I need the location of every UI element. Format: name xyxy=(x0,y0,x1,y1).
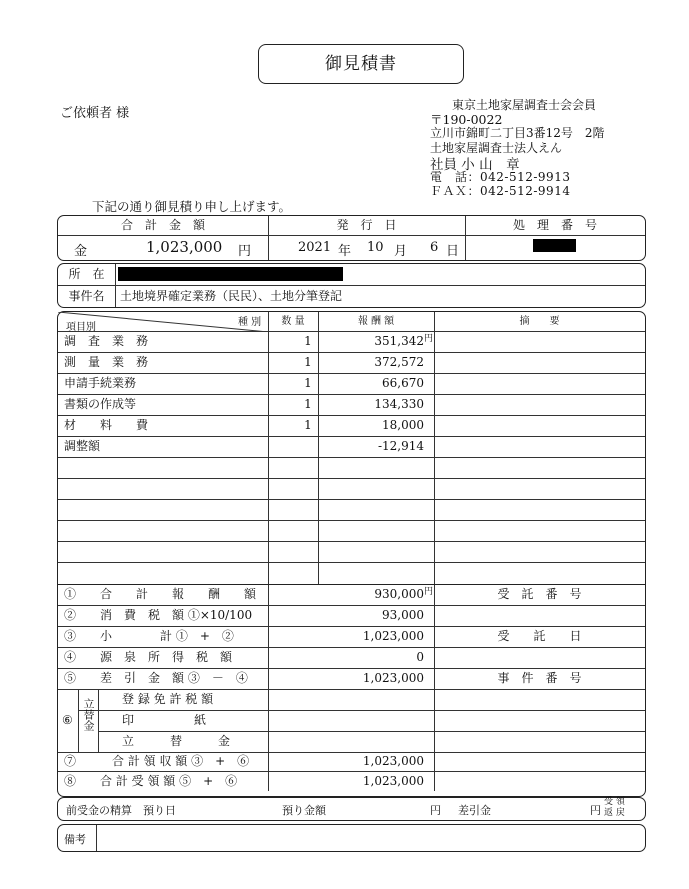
item-qty: 1 xyxy=(304,418,312,432)
item-name: 書類の作成等 xyxy=(64,397,137,411)
item-name: 材 料 費 xyxy=(64,418,149,432)
item-qty: 1 xyxy=(304,376,312,390)
issue-date-month: 10 xyxy=(367,240,384,255)
col-fee-label: 報 酬 額 xyxy=(357,316,395,327)
total-amount-label: 合 計 金 額 xyxy=(120,218,205,232)
total-fee-value: 930,000 xyxy=(374,587,424,601)
item-name: 調 査 業 務 xyxy=(64,334,149,348)
col-note-label: 摘 要 xyxy=(519,316,560,327)
subtotal-label: ③ 小 計 ① + ② xyxy=(64,629,234,643)
issuer-firm: 土地家屋調査士法人えん xyxy=(430,141,563,155)
location-label: 所 在 xyxy=(68,267,105,281)
difference-label: 差引金 xyxy=(458,804,491,817)
col-item-label: 項目別 xyxy=(66,322,96,333)
consumption-tax-label: ② 消 費 税 額 ①×10/100 xyxy=(64,608,253,622)
total-fee-label: ① 合 計 報 酬 額 xyxy=(64,587,257,601)
total-received-label: ⑦ 合 計 領 収 額 ③ + ⑥ xyxy=(64,754,250,768)
item-fee: 18,000 xyxy=(382,418,424,432)
remarks-box xyxy=(57,824,646,852)
item-name: 測 量 業 務 xyxy=(64,355,149,369)
item-name: 調整額 xyxy=(64,439,101,453)
deposit-amount-label: 預り金額 xyxy=(282,804,326,817)
registration-tax-label: 登 録 免 許 税 額 xyxy=(122,692,214,706)
redacted-process-number xyxy=(533,239,576,252)
case-name-label: 事件名 xyxy=(68,289,105,303)
advance-number: ⑥ xyxy=(62,713,73,727)
total-received-value: 1,023,000 xyxy=(362,754,424,768)
process-number-label: 処 理 番 号 xyxy=(512,218,597,232)
item-name: 申請手続業務 xyxy=(64,376,137,390)
yen-unit: 円 xyxy=(590,804,601,817)
returned-label: 返 戻 xyxy=(604,808,625,818)
subtotal-value: 1,023,000 xyxy=(362,629,424,643)
net-amount-value: 1,023,000 xyxy=(362,671,424,685)
advance-payment-label: 立 替 金 xyxy=(122,734,231,748)
case-number-label: 事 件 番 号 xyxy=(497,671,582,685)
yen-label: 円 xyxy=(238,244,252,259)
year-suffix: 年 xyxy=(338,244,352,259)
item-fee: 351,342 xyxy=(374,334,424,348)
issue-date-day: 6 xyxy=(430,240,439,255)
total-accepted-value: 1,023,000 xyxy=(362,774,424,788)
day-suffix: 日 xyxy=(446,244,460,259)
withholding-tax-value: 0 xyxy=(416,650,424,664)
item-qty: 1 xyxy=(304,334,312,348)
remarks-label: 備考 xyxy=(64,833,86,846)
item-fee: 66,670 xyxy=(382,376,424,390)
item-qty: 1 xyxy=(304,355,312,369)
case-name-value: 土地境界確定業務（民民）、土地分筆登記 xyxy=(120,289,343,303)
intro-text: 下記の通り御見積り申し上げます。 xyxy=(92,199,292,214)
advance-settlement-label: 前受金の精算 預り日 xyxy=(66,804,176,817)
commission-number-label: 受 託 番 号 xyxy=(497,587,582,601)
issuer-tel: 電 話：042-512-9913 xyxy=(430,170,571,184)
issue-date-year: 2021 xyxy=(298,240,332,255)
consumption-tax-value: 93,000 xyxy=(382,608,424,622)
total-amount: 1,023,000 xyxy=(146,238,223,256)
yen-unit: 円 xyxy=(430,804,441,817)
kin-label: 金 xyxy=(74,244,88,259)
item-fee: -12,914 xyxy=(377,439,424,453)
advance-vertical-label: 立替金 xyxy=(82,698,95,731)
client-name: ご依頼者 様 xyxy=(60,106,130,121)
issuer-postal: 〒190-0022 xyxy=(430,112,503,127)
issuer-association: 東京土地家屋調査士会会員 xyxy=(452,98,597,112)
commission-date-label: 受 託 日 xyxy=(497,629,582,643)
issuer-address: 立川市錦町二丁目3番12号 2階 xyxy=(430,126,605,140)
net-amount-label: ⑤ 差 引 金 額 ③ － ④ xyxy=(64,671,248,685)
stamp-label: 印 紙 xyxy=(122,713,207,727)
col-qty-label: 数 量 xyxy=(281,316,305,327)
col-type-label: 種 別 xyxy=(238,317,262,328)
yen-mark: 円 xyxy=(424,587,434,597)
document-title: 御見積書 xyxy=(258,44,464,84)
received-label: 受 領 xyxy=(604,797,625,807)
item-fee: 134,330 xyxy=(374,397,424,411)
item-fee: 372,572 xyxy=(374,355,424,369)
issuer-fax: ＦＡＸ：042-512-9914 xyxy=(430,184,571,198)
month-suffix: 月 xyxy=(394,244,408,259)
item-qty: 1 xyxy=(304,397,312,411)
total-accepted-label: ⑧ 合 計 受 領 額 ⑤ + ⑥ xyxy=(64,774,238,788)
redacted-location xyxy=(118,267,343,281)
issue-date-label: 発 行 日 xyxy=(336,218,397,232)
issuer-member: 社員 小 山 章 xyxy=(430,157,520,173)
yen-mark: 円 xyxy=(424,334,434,344)
withholding-tax-label: ④ 源 泉 所 得 税 額 xyxy=(64,650,233,664)
